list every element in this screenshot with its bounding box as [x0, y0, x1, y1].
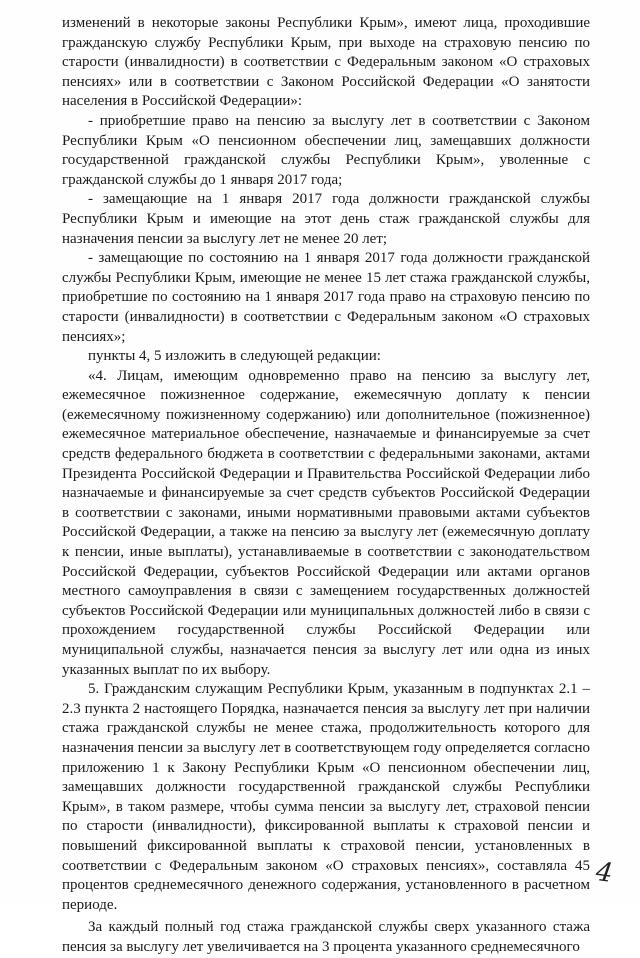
paragraph-list-item-3: - замещающие по состоянию на 1 января 2017 года должности гражданской службы Республики Крым, имеющие не менее 15 лет стажа гражданской службы, приобретшие по состоянию на 1 января 2017 года право на страховую пенсию по старости (инвалидности) в соответствии с Федеральным законом «О страховых пенсиях»;	[62, 250, 590, 345]
page-number: 4	[593, 856, 615, 890]
paragraph-list-item-2: - замещающие на 1 января 2017 года должности гражданской службы Республики Крым и имеющие на этот день стаж гражданской службы для назначения пенсии за выслугу лет не менее 20 лет;	[62, 191, 590, 247]
paragraph-point-5: 5. Гражданским служащим Республики Крым, указанным в подпунктах 2.1 – 2.3 пункта 2 настоящего Порядка, назначается пенсия за выслугу лет при наличии стажа гражданской службы не менее стажа, продолжительность которого для назначения пенсии за выслугу лет в соответствующем году определяется согласно приложению 1 к Закону Республики Крым «О пенсионном обеспечении лиц, замещавших должности государственной гражданской службы Республики Крым», в таком размере, чтобы сумма пенсии за выслугу лет, страховой пенсии по старости (инвалидности), фиксированной выплаты к страховой пенсии и повышений фиксированной выплаты к страховой пенсии, установленных в соответствии с Федеральным законом «О страховых пенсиях», составляла 45 процентов среднемесячного денежного содержания, установленного в расчетном периоде.	[62, 681, 590, 913]
document-body	[62, 14, 590, 958]
paragraph-continuation: За каждый полный год стажа гражданской службы сверх указанного стажа пенсия за выслугу лет увеличивается на 3 процента указанного среднемесячного	[62, 919, 590, 955]
paragraph-list-item-1: - приобретшие право на пенсию за выслугу лет в соответствии с Законом Республики Крым «О пенсионном обеспечении лиц, замещавших должности государственной гражданской службы Республики Крым», уволенные с гражданской службы до 1 января 2017 года;	[62, 112, 590, 188]
paragraph-amendment-intro: пункты 4, 5 изложить в следующей редакции:	[88, 348, 381, 365]
paragraph-intro: изменений в некоторые законы Республики Крым», имеют лица, проходившие гражданскую службу Республики Крым, при выходе на страховую пенсию по старости (инвалидности) в соответствии с Федеральным законом «О страховых пенсиях» или в соответствии с Законом Российской Федерации «О занятости населения в Российской Федерации»:	[62, 15, 590, 110]
paragraph-point-4: «4. Лицам, имеющим одновременно право на пенсию за выслугу лет, ежемесячное пожизненное содержание, ежемесячную доплату к пенсии (ежемесячному пожизненному содержанию) или дополнительное (пожизненное) ежемесячное материальное обеспечение, назначаемые и финансируемые за счет средств федерального бюджета в соответствии с федеральными законами, актами Президента Российской Федерации и Правительства Российской Федерации либо назначаемые и финансируемые за счет средств субъектов Российской Федерации в соответствии с законами, иными нормативными правовыми актами субъектов Российской Федерации, а также на пенсию за выслугу лет (ежемесячную доплату к пенсии, иные выплаты), устанавливаемые в соответствии с законодательством Российской Федерации, субъектов Российской Федерации или актами органов местного самоуправления в связи с замещением государственных должностей субъектов Российской Федерации или муниципальных должностей либо в связи с прохождением государственной службы Российской Федерации или муниципальной службы, назначается пенсия за выслугу лет или одна из иных указанных выплат по их выбору.	[62, 367, 590, 678]
